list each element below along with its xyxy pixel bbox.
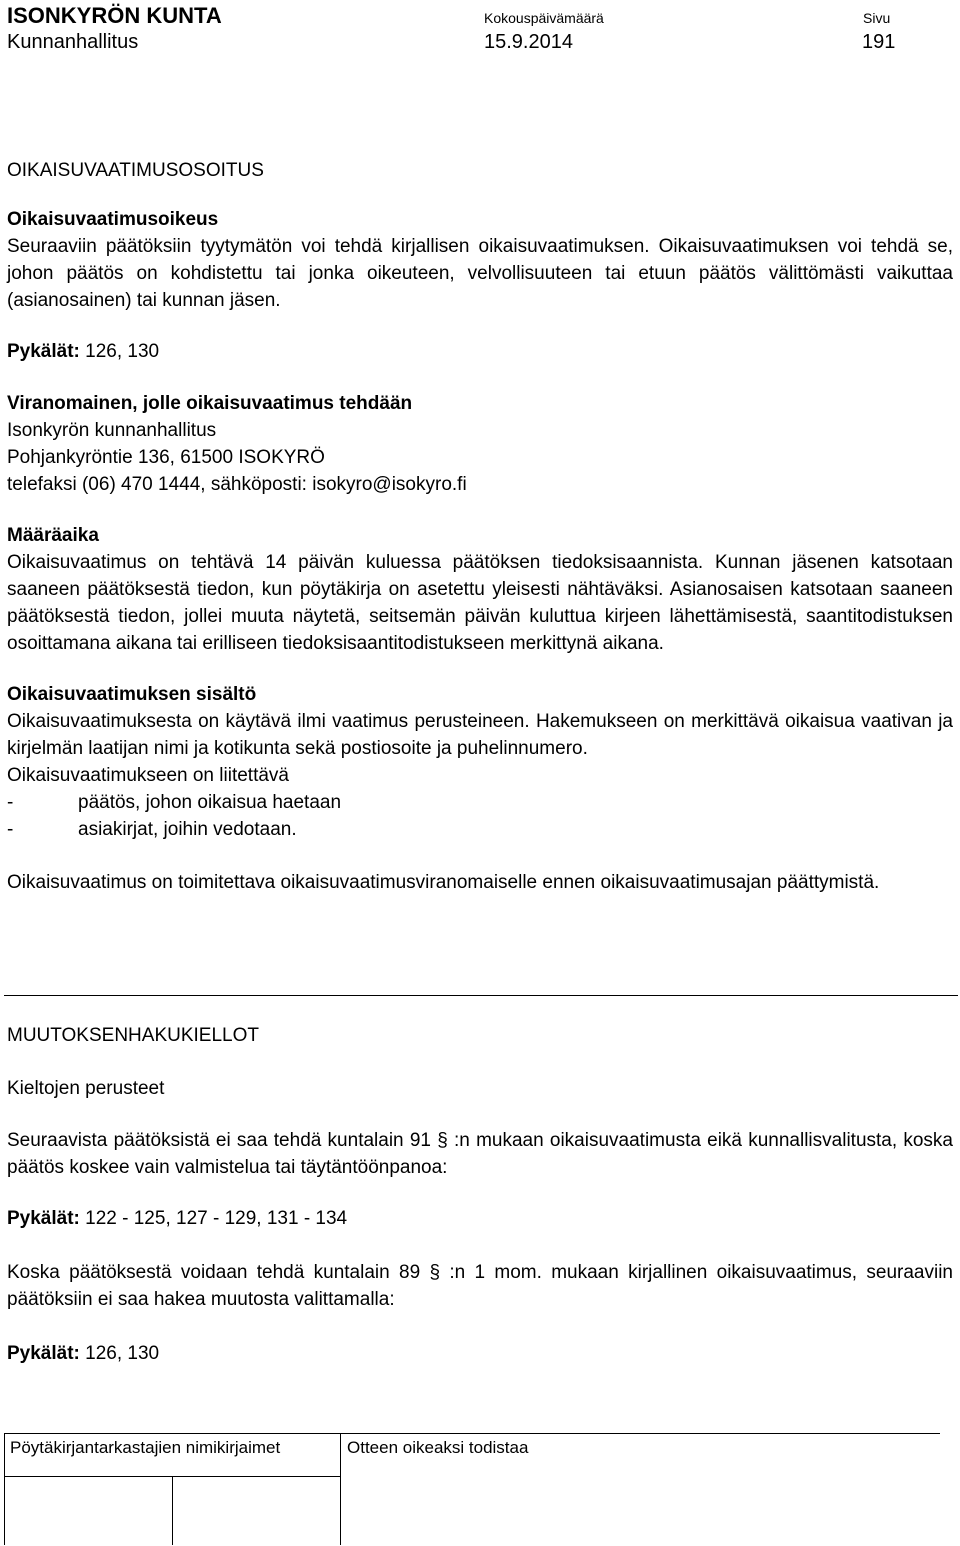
sections-label: Pykälät: (7, 341, 80, 362)
list-item: - asiakirjat, joihin vedotaan. (7, 819, 297, 840)
appeal-title: OIKAISUVAATIMUSOSOITUS (7, 160, 264, 181)
table-border (4, 1433, 5, 1545)
table-border (4, 1433, 940, 1434)
page-number: 191 (862, 31, 896, 53)
organ-name: Kunnanhallitus (7, 31, 139, 53)
signature-table (4, 1433, 940, 1545)
authority-name: Isonkyrön kunnanhallitus (7, 420, 217, 441)
sections-line-1: Pykälät: 122 - 125, 127 - 129, 131 - 134 (7, 1208, 348, 1229)
authority-heading: Viranomainen, jolle oikaisuvaatimus tehdään (7, 393, 413, 414)
deadline-heading: Määräaika (7, 525, 99, 546)
authority-address: Pohjankyröntie 136, 61500 ISOKYRÖ (7, 447, 325, 468)
section-divider (4, 995, 958, 996)
right-heading: Oikaisuvaatimusoikeus (7, 209, 219, 230)
attachments-intro: Oikaisuvaatimukseen on liitettävä (7, 765, 289, 786)
deadline-text: Oikaisuvaatimus on tehtävä 14 päivän kuluessa päätöksen tiedoksisaannista. Kunnan jäsenen katsotaan saaneen päätöksestä tiedon, kun pöytäkirja on asetettu yleisesti nähtäväksi. Asianosaisen katsotaan saaneen päätöksestä tiedon, jollei muuta näytetä, seitsemän päivän kuluttua kirjeen lähettämisestä, saantitodistuksen osoittamana aikana tai erilliseen tiedoksisaantitodistukseen merkittynä aikana. (7, 552, 953, 654)
appeal-instructions (7, 157, 953, 896)
meeting-date: 15.9.2014 (484, 31, 573, 53)
content-text: Oikaisuvaatimuksesta on käytävä ilmi vaatimus perusteineen. Hakemukseen on merkittävä oikaisua vaativan ja kirjelmän laatijan nimi ja kotikunta sekä postiosoite ja puhelinnumero. (7, 711, 953, 759)
bans-title: MUUTOKSENHAKUKIELLOT (7, 1025, 259, 1046)
municipality-name: ISONKYRÖN KUNTA (7, 3, 222, 28)
bans-paragraph-2: Koska päätöksestä voidaan tehdä kuntalain 89 § :n 1 mom. mukaan kirjallinen oikaisuvaatimus, seuraaviin päätöksiin ei saa hakea muutosta valittamalla: (7, 1262, 953, 1310)
bans-paragraph-1: Seuraavista päätöksistä ei saa tehdä kuntalain 91 § :n mukaan oikaisuvaatimusta eikä kunnallisvalitusta, koska päätös koskee vain valmistelua tai täytäntöönpanoa: (7, 1130, 953, 1178)
right-text: Seuraaviin päätöksiin tyytymätön voi tehdä kirjallisen oikaisuvaatimuksen. Oikaisuvaatimuksen voi tehdä se, johon päätös on kohdistettu tai jonka oikeuteen, velvollisuuteen tai etuun päätös välittömästi vaikuttaa (asianosainen) tai kunnan jäsen. (7, 236, 953, 311)
list-item: - päätös, johon oikaisua haetaan (7, 792, 342, 813)
sections-value: 126, 130 (79, 341, 160, 362)
authority-contact: telefaksi (06) 470 1444, sähköposti: isokyro@isokyro.fi (7, 474, 467, 495)
signatures-label: Pöytäkirjantarkastajien nimikirjaimet (10, 1438, 281, 1457)
page-label: Sivu (863, 10, 891, 26)
extract-certified-label: Otteen oikeaksi todistaa (347, 1438, 529, 1457)
content-heading: Oikaisuvaatimuksen sisältö (7, 684, 257, 705)
sections-line (7, 338, 953, 365)
grounds-heading: Kieltojen perusteet (7, 1078, 165, 1099)
meeting-date-label: Kokouspäivämäärä (484, 10, 604, 26)
table-border (172, 1476, 173, 1545)
sections-line-2: Pykälät: 126, 130 (7, 1343, 160, 1364)
delivery-text: Oikaisuvaatimus on toimitettava oikaisuvaatimusviranomaiselle ennen oikaisuvaatimusajan päättymistä. (7, 872, 880, 893)
table-border (340, 1433, 341, 1545)
appeal-bans (7, 1022, 953, 1367)
